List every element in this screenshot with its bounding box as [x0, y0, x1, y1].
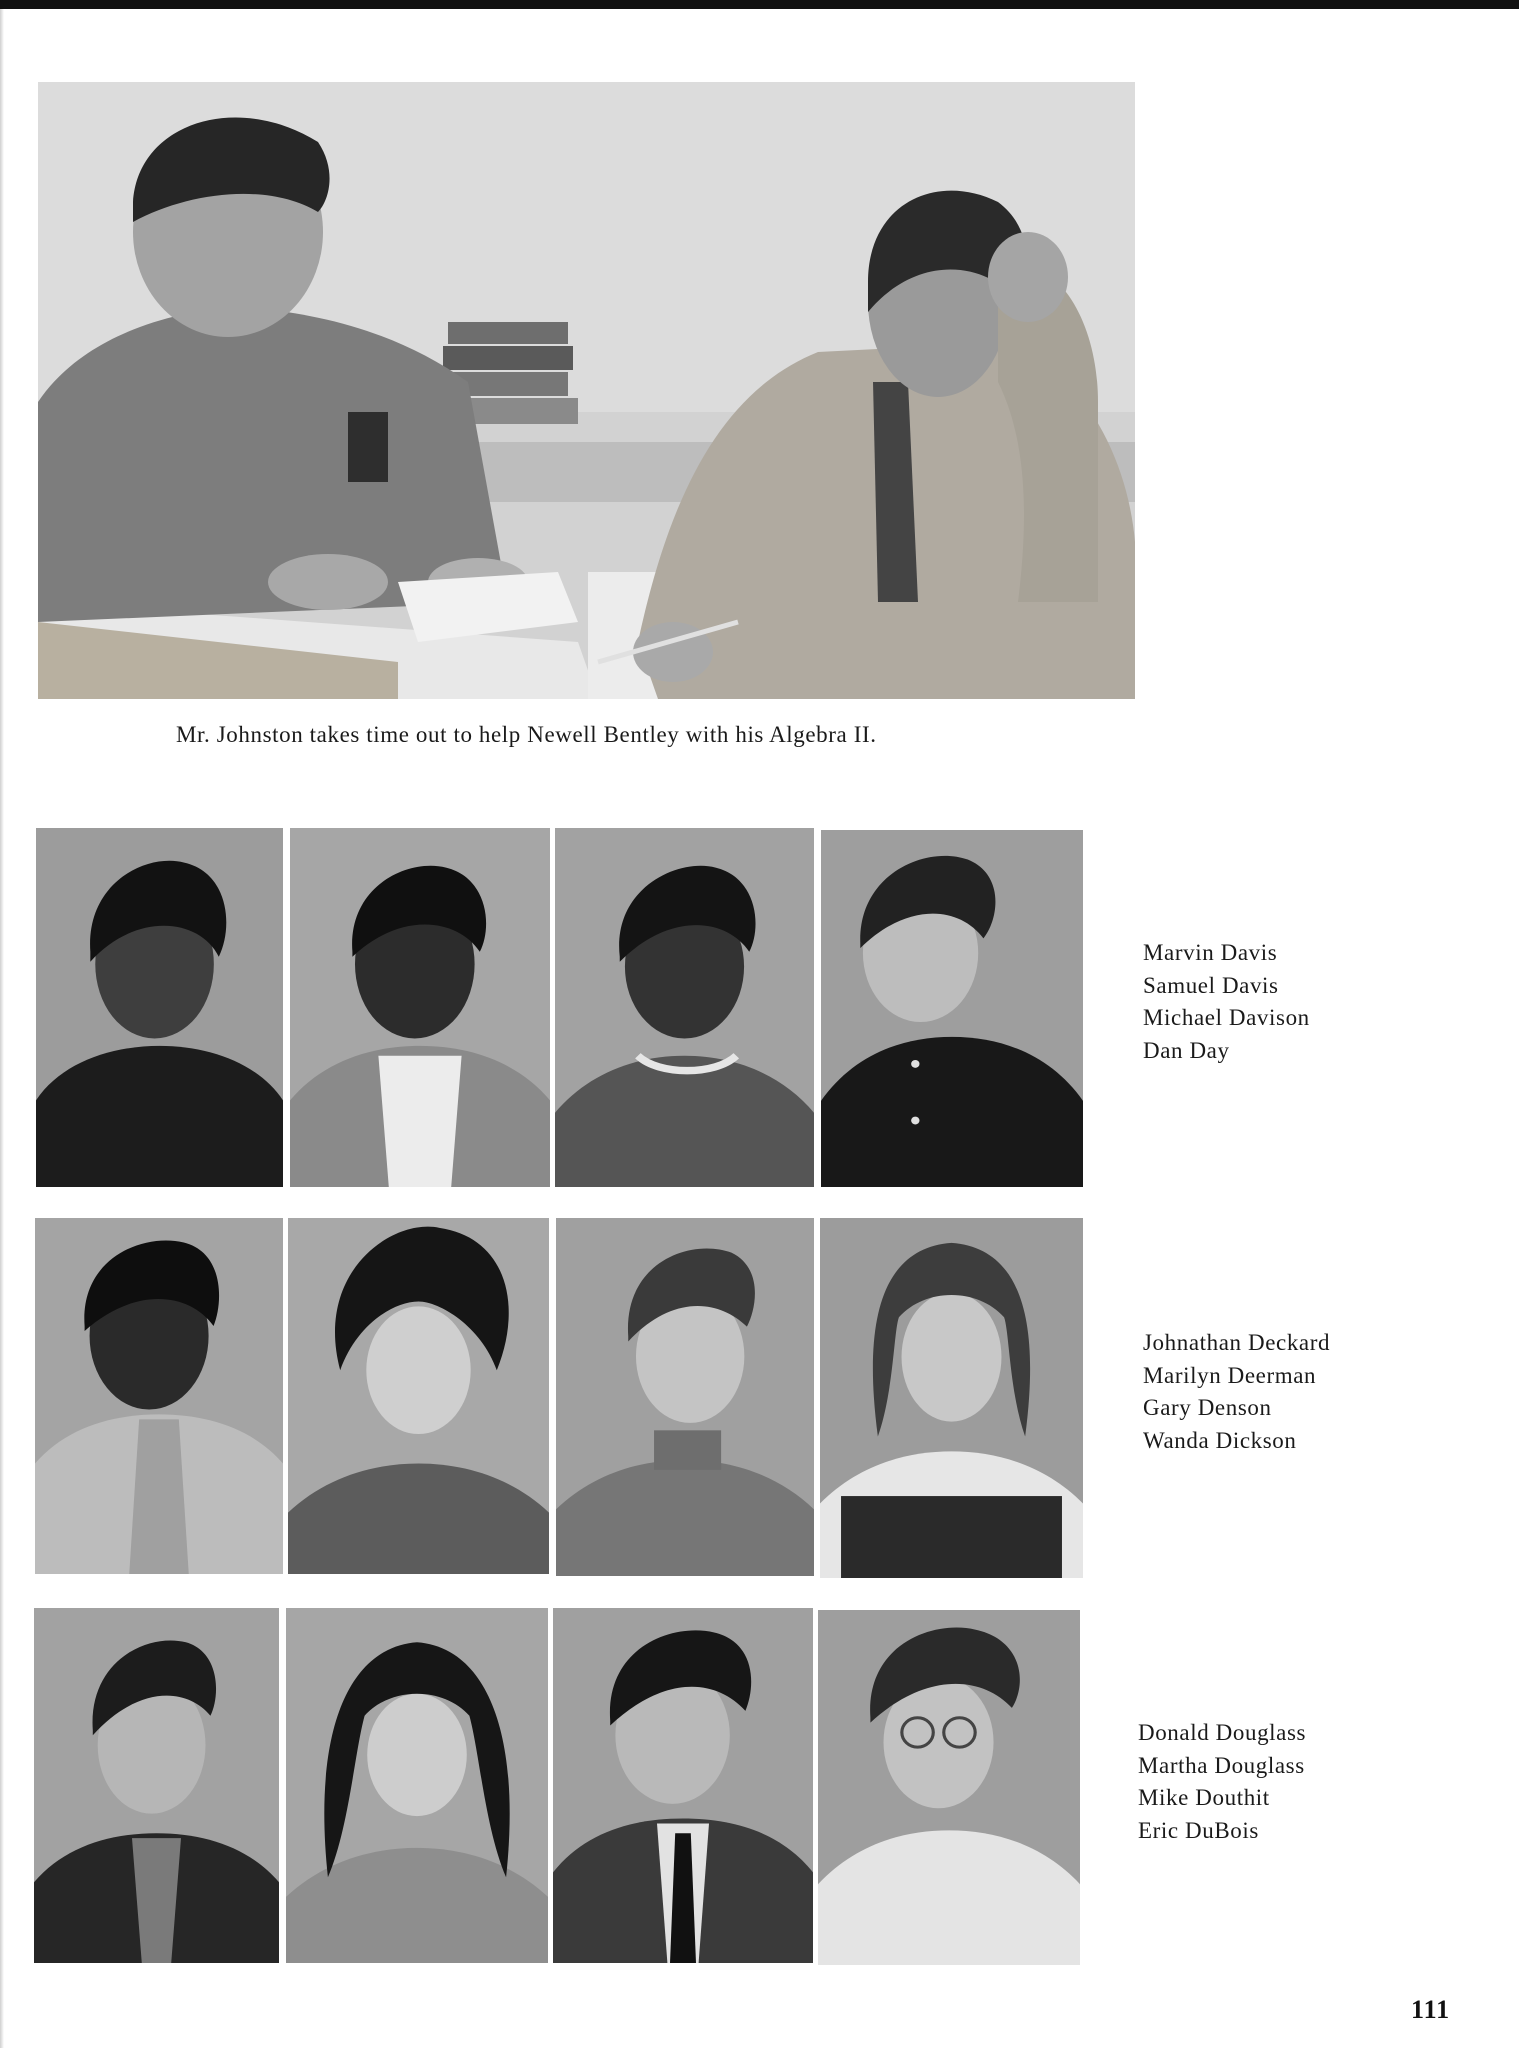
portrait-dan-day	[821, 830, 1083, 1187]
student-name: Eric DuBois	[1138, 1817, 1259, 1843]
portrait-art	[556, 1218, 814, 1576]
portrait-marvin-davis	[36, 828, 283, 1187]
student-name: Michael Davison	[1143, 1005, 1310, 1030]
student-name: Gary Denson	[1143, 1395, 1272, 1420]
portrait-art	[286, 1608, 548, 1963]
portrait-art	[288, 1218, 549, 1574]
portrait-art	[555, 828, 814, 1187]
portrait-art	[35, 1218, 283, 1574]
portrait-gary-denson	[556, 1218, 814, 1576]
portrait-art	[290, 828, 550, 1187]
student-name: Samuel Davis	[1143, 972, 1279, 998]
page-left-edge	[0, 9, 4, 2048]
portrait-mike-douthit	[553, 1608, 813, 1963]
student-name: Donald Douglass	[1138, 1720, 1307, 1745]
portrait-donald-douglass	[34, 1608, 279, 1963]
portrait-martha-douglass	[286, 1608, 548, 1963]
student-name: Marvin Davis	[1143, 940, 1278, 965]
portrait-art	[821, 830, 1083, 1187]
page-top-edge	[0, 0, 1519, 9]
student-name: Marilyn Deerman	[1143, 1362, 1317, 1388]
portrait-art	[553, 1608, 813, 1963]
student-name: Martha Douglass	[1138, 1752, 1305, 1778]
portrait-samuel-davis	[290, 828, 550, 1187]
portrait-johnathan-deckard	[35, 1218, 283, 1574]
feature-photo	[38, 82, 1135, 699]
portrait-wanda-dickson	[820, 1218, 1083, 1578]
portrait-michael-davison	[555, 828, 814, 1187]
portrait-eric-dubois	[818, 1610, 1080, 1965]
portrait-marilyn-deerman	[288, 1218, 549, 1574]
page-number: 111	[1411, 1995, 1451, 2024]
portrait-art	[34, 1608, 279, 1963]
student-name: Dan Day	[1143, 1037, 1230, 1063]
portrait-art	[36, 828, 283, 1187]
row-2-names	[1143, 1327, 1330, 1457]
student-name: Mike Douthit	[1138, 1785, 1270, 1810]
portrait-art	[820, 1218, 1083, 1578]
student-name: Wanda Dickson	[1143, 1427, 1297, 1453]
feature-photo-caption: Mr. Johnston takes time out to help Newell Bentley with his Algebra II.	[176, 722, 877, 747]
row-1-names	[1143, 937, 1310, 1067]
portrait-art	[818, 1610, 1080, 1965]
feature-photo-art	[38, 82, 1135, 699]
student-name: Johnathan Deckard	[1143, 1330, 1331, 1355]
row-3-names	[1138, 1717, 1306, 1847]
